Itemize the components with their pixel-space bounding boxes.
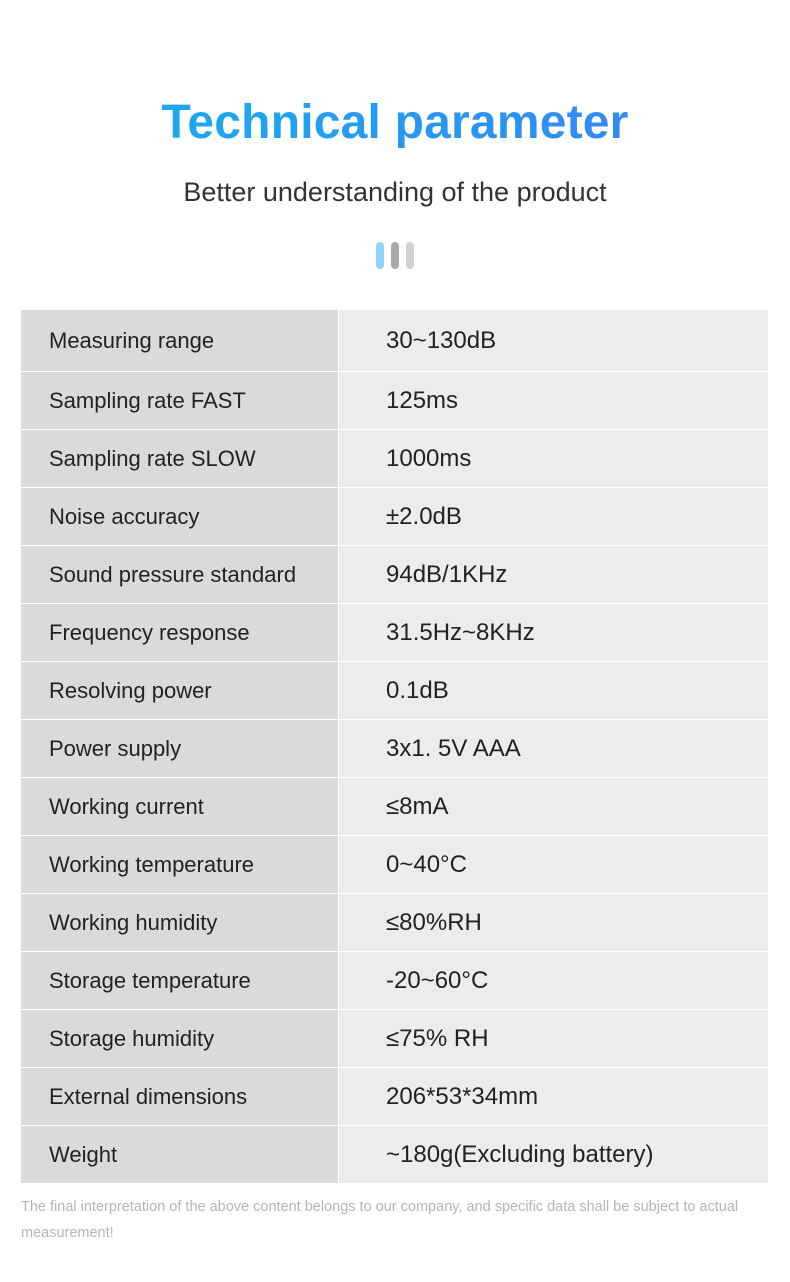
parameter-value: 1000ms xyxy=(339,430,768,487)
parameter-label: Weight xyxy=(21,1126,338,1183)
parameter-value: ~180g(Excluding battery) xyxy=(339,1126,768,1183)
table-row xyxy=(21,1068,768,1125)
parameter-value: -20~60°C xyxy=(339,952,768,1009)
table-row xyxy=(21,1010,768,1067)
parameter-label: Sampling rate FAST xyxy=(21,372,338,429)
parameter-label: Frequency response xyxy=(21,604,338,661)
parameter-value: 125ms xyxy=(339,372,768,429)
page-subtitle: Better understanding of the product xyxy=(183,177,607,207)
parameter-label: Working humidity xyxy=(21,894,338,951)
table-row xyxy=(21,604,768,661)
parameter-value: 0~40°C xyxy=(339,836,768,893)
parameter-label: External dimensions xyxy=(21,1068,338,1125)
parameter-label: Power supply xyxy=(21,720,338,777)
parameter-label: Sampling rate SLOW xyxy=(21,430,338,487)
page-title: Technical parameter xyxy=(0,92,790,154)
parameter-table xyxy=(21,310,768,1183)
table-row xyxy=(21,1126,768,1183)
bar-blue-icon xyxy=(376,242,384,269)
table-row xyxy=(21,430,768,487)
parameter-label: Working current xyxy=(21,778,338,835)
bar-light-icon xyxy=(406,242,414,269)
table-row xyxy=(21,952,768,1009)
parameter-value: ≤75% RH xyxy=(339,1010,768,1067)
table-row xyxy=(21,720,768,777)
bar-dark-icon xyxy=(391,242,399,269)
table-row xyxy=(21,894,768,951)
table-row xyxy=(21,372,768,429)
parameter-label: Storage humidity xyxy=(21,1010,338,1067)
parameter-value: 31.5Hz~8KHz xyxy=(339,604,768,661)
disclaimer-footnote: The final interpretation of the above content belongs to our company, and specific data shall be subject to actual measurement! xyxy=(21,1199,739,1241)
parameter-value: ±2.0dB xyxy=(339,488,768,545)
decorative-bars-icon xyxy=(376,242,416,269)
table-row xyxy=(21,546,768,603)
table-row xyxy=(21,836,768,893)
parameter-value: 0.1dB xyxy=(339,662,768,719)
table-row xyxy=(21,488,768,545)
parameter-label: Resolving power xyxy=(21,662,338,719)
parameter-label: Measuring range xyxy=(21,310,338,371)
parameter-value: 206*53*34mm xyxy=(339,1068,768,1125)
parameter-value: 3x1. 5V AAA xyxy=(339,720,768,777)
parameter-label: Sound pressure standard xyxy=(21,546,338,603)
table-row xyxy=(21,310,768,371)
parameter-value: ≤80%RH xyxy=(339,894,768,951)
parameter-label: Storage temperature xyxy=(21,952,338,1009)
parameter-label: Noise accuracy xyxy=(21,488,338,545)
parameter-value: ≤8mA xyxy=(339,778,768,835)
table-row xyxy=(21,662,768,719)
parameter-label: Working temperature xyxy=(21,836,338,893)
parameter-value: 30~130dB xyxy=(339,310,768,371)
table-row xyxy=(21,778,768,835)
parameter-value: 94dB/1KHz xyxy=(339,546,768,603)
